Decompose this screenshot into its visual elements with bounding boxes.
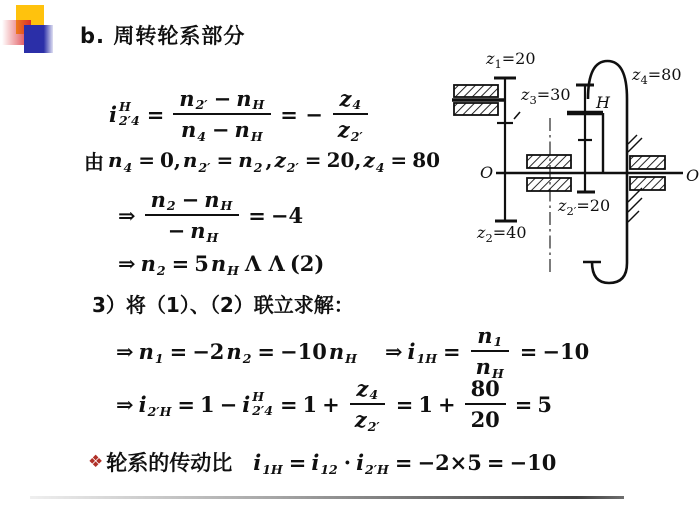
math-token: z	[363, 148, 375, 172]
math-token: 5	[537, 391, 553, 417]
fraction	[465, 375, 506, 434]
subscript: 2′4	[118, 113, 140, 128]
formula-epicyclic-ratio	[108, 76, 375, 152]
math-token: =	[169, 338, 188, 364]
label-carrier-H: H	[596, 93, 610, 112]
numerator	[333, 85, 368, 115]
step-3-label: 3）将（1）、（2）联立求解：	[92, 293, 354, 317]
superscript: H	[252, 389, 265, 405]
label-axis-O-left: O	[480, 163, 494, 182]
subscript: 2′4	[252, 403, 273, 418]
math-token: n	[226, 338, 242, 364]
formula-i2h	[112, 375, 553, 434]
math-token: =	[514, 391, 533, 417]
subscript: H	[491, 365, 504, 381]
math-token: −	[211, 117, 230, 142]
formula-equation-2	[114, 246, 325, 280]
math-token: n	[138, 338, 154, 364]
math-token: 由	[84, 149, 104, 174]
subscript: H	[206, 229, 219, 245]
label-z2: $z_2=40$	[477, 223, 527, 245]
gear-train-diagram	[440, 40, 700, 302]
math-token: =	[486, 449, 505, 475]
subscript: 1H	[262, 461, 283, 477]
math-token: i	[138, 391, 147, 417]
math-token: Λ Λ	[244, 250, 285, 276]
math-token: =	[257, 338, 276, 364]
math-token: i	[407, 338, 416, 364]
math-token: −4	[270, 202, 304, 228]
math-token: i	[356, 449, 365, 475]
math-token: =	[519, 338, 538, 364]
right-frame-support	[628, 135, 665, 222]
math-token: 20	[470, 407, 500, 432]
math-token: 0,	[160, 148, 181, 172]
subscript: 4	[369, 387, 379, 403]
math-token: n	[234, 117, 250, 142]
math-token: n	[475, 354, 491, 379]
subscript: 2′	[195, 97, 208, 113]
math-token: n	[204, 186, 220, 212]
math-token: i	[109, 101, 117, 127]
subscript: 2′	[367, 418, 380, 434]
fraction	[145, 186, 240, 245]
math-token: ,	[265, 148, 273, 172]
denominator	[349, 405, 387, 433]
label-z4: $z_4=80$	[632, 65, 682, 87]
math-token: −10	[280, 338, 327, 364]
math-token: =	[177, 391, 196, 417]
math-token: 80	[412, 148, 441, 172]
subscript: H	[250, 128, 263, 144]
math-token: =	[138, 148, 156, 172]
math-token: n	[180, 117, 197, 142]
math-token: n	[477, 322, 493, 348]
subscript: H	[252, 97, 265, 113]
math-token: ⇒	[118, 250, 136, 276]
math-token: =	[216, 148, 234, 172]
math-token: i	[253, 449, 262, 475]
subscript: 2′	[350, 128, 363, 144]
math-token: n	[140, 250, 156, 276]
numerator	[350, 375, 385, 405]
conclusion-formula	[252, 450, 557, 475]
formula-solve-n1-i1h	[112, 322, 590, 381]
conclusion-label: 轮系的传动比	[106, 451, 233, 475]
formula-derived-ratio	[114, 186, 304, 244]
math-token: n	[210, 250, 227, 276]
math-token: i	[242, 391, 251, 417]
subscript: 4	[123, 159, 133, 175]
math-token: −2	[192, 338, 225, 364]
denominator	[159, 216, 226, 244]
fraction	[349, 375, 387, 434]
math-token: 1	[302, 391, 318, 417]
math-token: ⇒	[116, 338, 134, 364]
math-token: =	[394, 449, 413, 475]
numerator	[173, 85, 271, 115]
formula-given-values	[84, 144, 441, 176]
fraction	[173, 85, 271, 144]
subscript: 2′	[286, 159, 299, 175]
math-token: =	[304, 148, 322, 172]
bottom-divider	[30, 496, 624, 499]
subscript: 1H	[416, 350, 438, 366]
math-token: ·	[343, 449, 352, 475]
math-token: =	[171, 250, 190, 276]
math-token: +	[437, 391, 456, 417]
label-axis-O-right: O	[686, 166, 700, 185]
math-token: z	[337, 117, 350, 142]
subscript: 2′	[198, 159, 211, 175]
math-token: z	[274, 148, 286, 172]
diamond-bullet-icon: ❖	[88, 451, 104, 472]
slide-logo	[0, 0, 60, 60]
math-token: 1	[200, 391, 215, 417]
math-token: = −	[280, 101, 323, 127]
math-token: z	[354, 407, 367, 432]
label-z2prime: $z_{2'}=20$	[558, 196, 611, 218]
math-token: 80	[470, 375, 500, 401]
fraction	[470, 322, 511, 381]
math-token: −	[181, 186, 200, 212]
math-token: −10	[509, 449, 557, 475]
math-token: +	[322, 391, 340, 417]
math-token: n	[328, 338, 345, 364]
subscript: 12	[320, 461, 338, 477]
gear1-gear2-assembly	[452, 78, 520, 221]
math-token: z	[356, 375, 369, 401]
math-token: −	[213, 85, 232, 111]
math-token: =	[279, 391, 298, 417]
math-token: n	[182, 148, 198, 172]
label-z1: $z_1=20$	[486, 49, 536, 71]
sup-sub	[252, 390, 273, 418]
gear-ratio-conclusion	[88, 441, 557, 483]
subscript: 2	[156, 262, 166, 278]
sup-sub	[119, 100, 140, 128]
denominator	[332, 115, 370, 143]
subscript: H	[220, 198, 233, 214]
math-token: (2)	[289, 250, 325, 276]
fraction	[332, 85, 370, 144]
denominator	[465, 405, 506, 433]
math-token: −	[167, 218, 186, 243]
math-token: =	[443, 338, 461, 364]
math-token: ⇒	[116, 391, 134, 417]
subscript: 2	[253, 159, 263, 175]
subscript: 2′H	[365, 461, 389, 477]
math-token: 5	[194, 250, 209, 276]
subscript: 4	[197, 128, 206, 144]
numerator	[471, 322, 509, 352]
subscript: 2	[242, 350, 252, 366]
math-token: n	[179, 85, 195, 111]
math-token: −	[219, 391, 238, 417]
numerator	[465, 375, 506, 405]
numerator	[145, 186, 240, 216]
math-token: =	[288, 449, 307, 475]
subscript: 2	[166, 198, 176, 214]
math-token: 1	[418, 391, 433, 417]
math-token: −2×5	[417, 449, 482, 475]
math-token: n	[238, 148, 253, 172]
subscript: 1	[154, 350, 164, 366]
math-token: ⇒	[384, 338, 403, 364]
denominator	[175, 115, 270, 143]
math-token: n	[236, 85, 252, 111]
superscript: H	[118, 99, 131, 115]
math-token: =	[390, 148, 408, 172]
subscript: H	[227, 262, 239, 278]
logo-blue-square	[24, 25, 53, 53]
math-token: =	[248, 202, 266, 228]
math-token: 20,	[326, 148, 362, 172]
label-z3: $z_3=30$	[521, 85, 571, 107]
math-token: n	[108, 148, 123, 172]
math-token: =	[395, 391, 414, 417]
math-token: n	[190, 218, 206, 243]
math-token: −10	[542, 338, 590, 364]
math-token: z	[339, 85, 352, 111]
subscript: 4	[352, 97, 362, 113]
subscript: 2′H	[147, 403, 172, 419]
math-token: i	[311, 449, 320, 475]
subscript: 4	[375, 159, 385, 175]
page-title: b. 周转轮系部分	[80, 24, 246, 48]
subscript: 1	[493, 334, 503, 350]
math-token: n	[150, 186, 166, 212]
math-token: ⇒	[118, 202, 136, 228]
math-token: =	[146, 101, 165, 127]
subscript: H	[345, 350, 357, 366]
